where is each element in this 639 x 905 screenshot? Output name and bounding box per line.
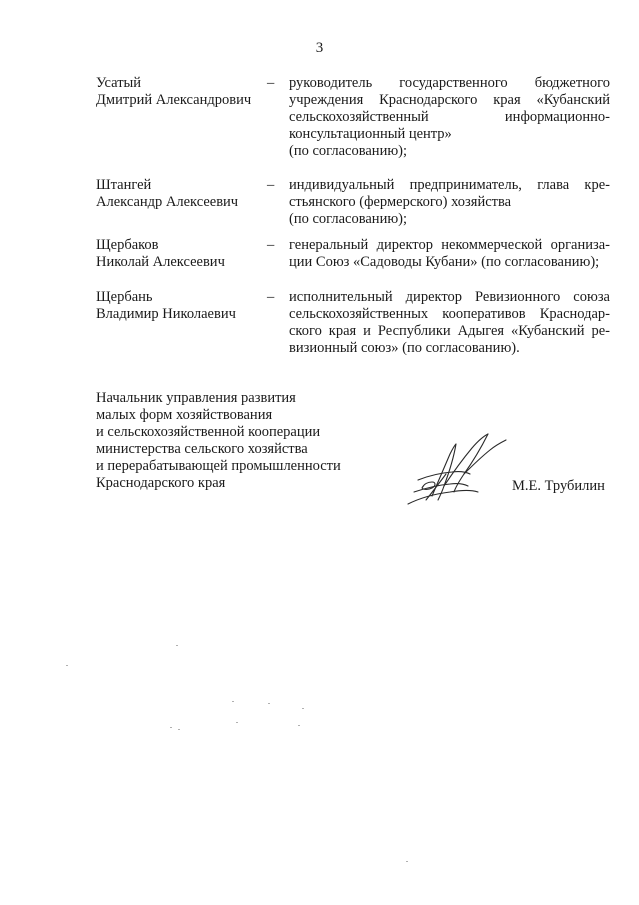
member-dash: – (267, 75, 275, 91)
member-given-names: Александр Алексеевич (96, 194, 239, 210)
handwritten-signature (404, 430, 524, 510)
signatory-title-line: и перерабатывающей промышленности (96, 458, 341, 474)
description-line: исполнительный директор Ревизионного союза (289, 289, 610, 305)
description-line: (по согласованию); (289, 211, 408, 227)
member-given-names: Николай Алексеевич (96, 254, 225, 270)
member-dash: – (267, 237, 275, 253)
scan-speck (232, 701, 234, 702)
page-number: 3 (315, 40, 324, 56)
description-line: индивидуальный предприниматель, глава кре- (289, 177, 610, 193)
member-name (96, 237, 266, 271)
member-surname: Щербаков (96, 237, 159, 253)
signatory-title (96, 390, 386, 492)
member-surname: Усатый (96, 75, 142, 91)
signatory-title-line: малых форм хозяйствования (96, 407, 273, 423)
member-description (289, 75, 610, 160)
description-line: сельскохозяйственный информационно- (289, 109, 610, 125)
scan-speck (178, 729, 180, 730)
member-description (289, 237, 610, 271)
scan-speck (176, 645, 178, 646)
signer-name: М.Е. Трубилин (512, 478, 605, 494)
scan-speck (170, 727, 172, 728)
description-line: стьянского (фермерского) хозяйства (289, 194, 512, 210)
member-name (96, 75, 266, 109)
description-line: консультационный центр» (289, 126, 452, 142)
description-line: ского края и Республики Адыгея «Кубанский ре- (289, 323, 610, 339)
description-line: генеральный директор некоммерческой организа- (289, 237, 610, 253)
member-surname: Щербань (96, 289, 153, 305)
member-description (289, 289, 610, 357)
member-name (96, 289, 266, 323)
scan-speck (302, 708, 304, 709)
member-dash: – (267, 177, 275, 193)
member-description (289, 177, 610, 228)
signatory-title-line: Начальник управления развития (96, 390, 296, 406)
description-line: визионный союз» (по согласованию). (289, 340, 520, 356)
signatory-title-line: и сельскохозяйственной кооперации (96, 424, 321, 440)
description-line: (по согласованию); (289, 143, 408, 159)
scan-speck (236, 722, 238, 723)
description-line: сельскохозяйственных кооперативов Краснодар- (289, 306, 610, 322)
member-dash: – (267, 289, 275, 305)
description-line: руководитель государственного бюджетного (289, 75, 610, 91)
scan-speck (298, 725, 300, 726)
member-given-names: Дмитрий Александрович (96, 92, 252, 108)
signatory-title-line: министерства сельского хозяйства (96, 441, 308, 457)
member-given-names: Владимир Николаевич (96, 306, 236, 322)
description-line: ции Союз «Садоводы Кубани» (по согласованию); (289, 254, 600, 270)
member-name (96, 177, 266, 211)
description-line: учреждения Краснодарского края «Кубанский (289, 92, 610, 108)
signatory-title-line: Краснодарского края (96, 475, 226, 491)
member-surname: Штангей (96, 177, 152, 193)
scan-speck (268, 703, 270, 704)
scan-speck (406, 861, 408, 862)
scan-speck (66, 665, 68, 666)
